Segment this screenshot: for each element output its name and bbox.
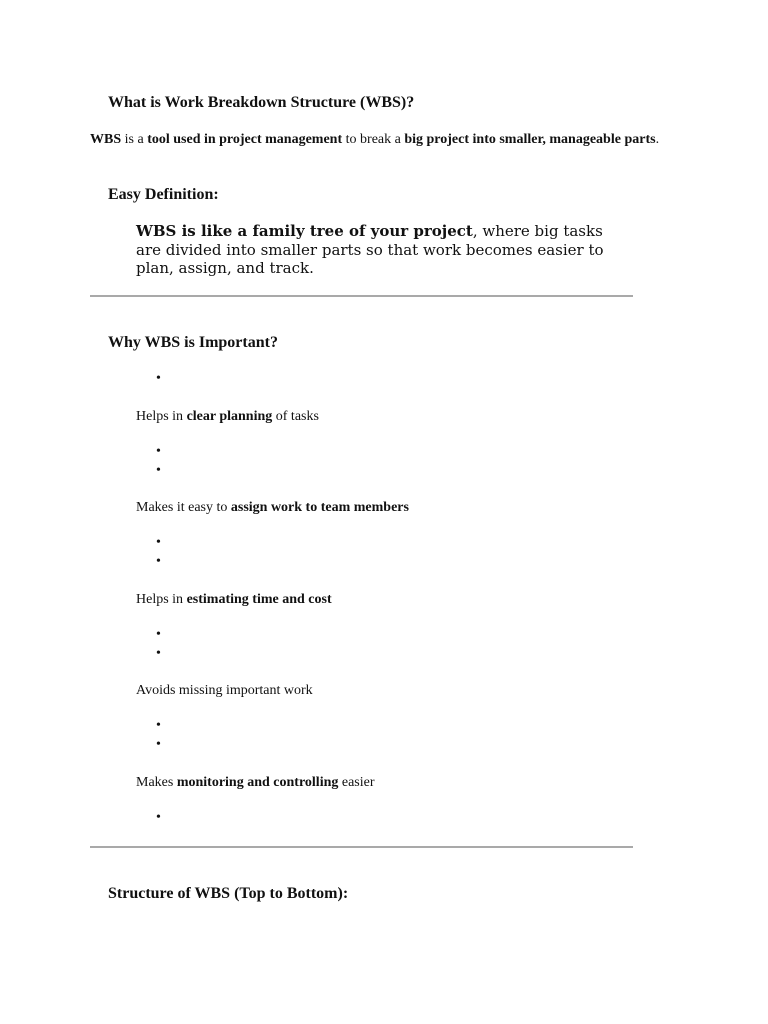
list-bullet: [156, 647, 164, 661]
list-item: Avoids missing important work: [136, 683, 313, 698]
list-bullet: [156, 555, 164, 569]
list-bullet: [156, 464, 164, 478]
list-item: Helps in clear planning of tasks: [136, 409, 319, 424]
list-bullet: [156, 372, 164, 386]
list-bullet: [156, 719, 164, 733]
intro-bold-wbs: WBS: [90, 132, 122, 147]
definition-quote: [136, 222, 616, 278]
intro-text-2: to break a: [342, 132, 405, 147]
intro-text-1: is a: [121, 132, 148, 147]
structure-heading: Structure of WBS (Top to Bottom):: [108, 885, 349, 902]
list-bullet: [156, 628, 164, 642]
definition-text: , where big tasks are divided into smaller parts so that work becomes easier to plan, assign, and track.: [136, 222, 604, 277]
list-bullet: [156, 811, 164, 825]
list-bullet: [156, 738, 164, 752]
list-item: Helps in estimating time and cost: [136, 592, 332, 607]
list-item: Makes it easy to assign work to team members: [136, 500, 409, 515]
list-bullet: [156, 445, 164, 459]
divider-2: [90, 846, 633, 848]
definition-heading: Easy Definition:: [108, 186, 219, 203]
intro-bold-tool: tool used in project management: [147, 132, 343, 147]
importance-heading: Why WBS is Important?: [108, 334, 278, 351]
page-title: What is Work Breakdown Structure (WBS)?: [108, 94, 415, 111]
intro-bold-project: big project into smaller, manageable parts: [404, 132, 656, 147]
intro-text-3: .: [655, 132, 660, 147]
intro-paragraph: [90, 131, 680, 149]
list-bullet: [156, 536, 164, 550]
divider-1: [90, 295, 633, 297]
list-item: Makes monitoring and controlling easier: [136, 775, 375, 790]
definition-bold: WBS is like a family tree of your project: [136, 222, 473, 240]
